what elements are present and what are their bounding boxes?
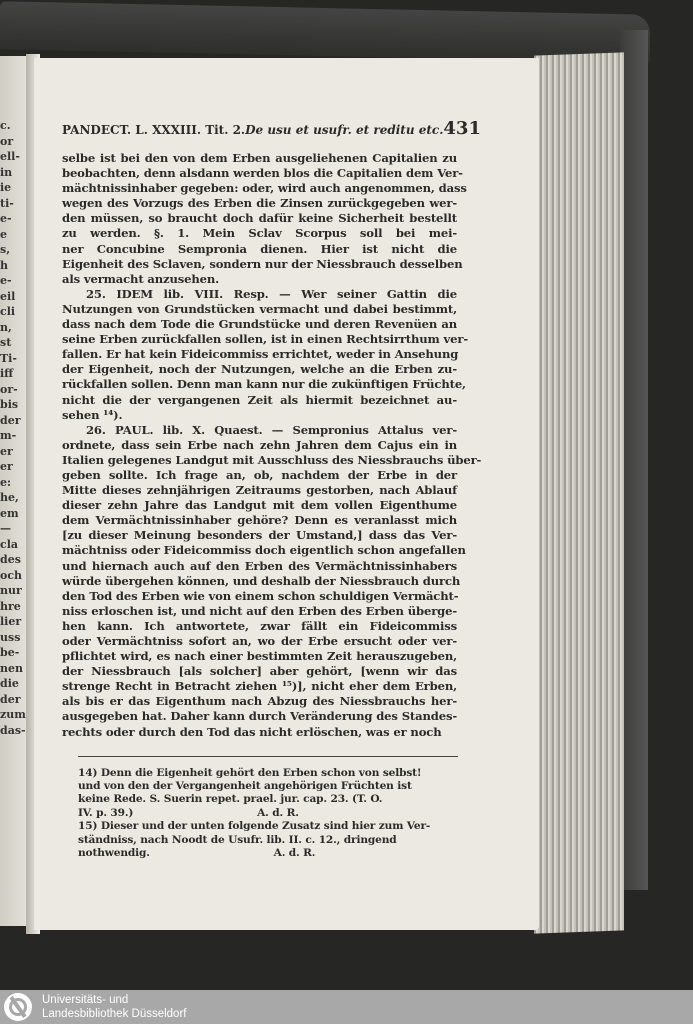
left-page-fragment: e (0, 227, 7, 241)
body-line: rückfallen sollen. Denn man kann nur die zukünftigen Früchte, (62, 377, 466, 392)
left-page-fragment: er (0, 444, 13, 458)
footnote-line: 15) Dieser und der unten folgende Zusatz sind hier zum Ver- (78, 820, 431, 833)
body-line: niss erloschen ist, und nicht auf den Erben des Erben überge- (62, 603, 457, 618)
left-page-fragment: nur (0, 584, 22, 597)
page-edges (534, 52, 624, 933)
left-page-fragment: cli (0, 305, 16, 318)
footnote-line: nothwendig. A. d. R. (78, 847, 316, 859)
left-page-fragment: m- (0, 429, 17, 442)
footnotes (62, 767, 457, 861)
left-page-fragment: s, (0, 243, 11, 256)
body-line: der Niessbrauch [als solcher] aber gehört, [wenn wir das (62, 664, 457, 679)
body-line: dass nach dem Tode die Grundstücke und deren Revenüen an (62, 317, 457, 332)
left-page-fragment: lier (0, 615, 22, 628)
footnote-rule (78, 756, 458, 757)
left-page-fragment: der (0, 413, 21, 427)
page-text (62, 118, 482, 860)
book-cover-top (0, 1, 650, 63)
body-line: nicht die der vergangenen Zeit als hiermit bezeichnet au- (62, 392, 457, 407)
book-back-cover (620, 30, 648, 890)
body-line: 26. PAUL. lib. X. Quaest. — Sempronius Attalus ver- (86, 422, 457, 437)
body-line: geben sollte. Ich frage an, ob, nachdem der Erbe in der (62, 467, 457, 482)
header-right: De usu et usufr. et reditu etc. (245, 123, 444, 137)
left-page-fragment: he, (0, 491, 19, 504)
body-line: hen kann. Ich antwortete, zwar fällt ein Fideicommiss (62, 618, 457, 633)
body-line: ordnete, dass sein Erbe nach zehn Jahren dem Cajus ein in (62, 437, 457, 452)
body-line: dieser zehn Jahre das Landgut mit dem vollen Eigenthume (62, 498, 457, 513)
body-line: als bis er das Eigenthum nach Abzug des Niessbrauchs her- (62, 694, 457, 709)
body-line: Italien gelegenes Landgut mit Ausschluss des Niessbrauchs über- (62, 452, 482, 467)
left-page-fragment: nen (0, 661, 23, 675)
footnote-line: ständniss, nach Noodt de Usufr. lib. II. c. 12., dringend (78, 833, 397, 846)
library-name-line2: Landesbibliothek Düsseldorf (42, 1008, 187, 1020)
left-page-fragment: in (0, 165, 13, 179)
body-line: und hiernach auch auf den Erben des Vermächtnissinhabers (62, 558, 457, 573)
library-name (42, 993, 186, 1021)
left-page-fragment: c. (0, 119, 11, 132)
body-line: würde übergehen können, und deshalb der Niessbrauch durch (62, 573, 461, 588)
running-header (62, 118, 481, 139)
body-line: selbe ist bei den von dem Erben ausgeliehenen Capitalien zu (62, 151, 457, 165)
left-page-fragment: cla (0, 537, 19, 551)
library-name-line1: Universitäts- und (42, 994, 129, 1006)
body-line: ausgegeben hat. Daher kann durch Veränderung des Standes- (62, 709, 457, 724)
left-page-fragment: be- (0, 646, 20, 659)
body-line: Eigenheit des Sclaven, sondern nur der Niessbrauch desselben (62, 256, 463, 271)
left-page-fragment: er (0, 460, 13, 473)
left-page-fragment: iff (0, 367, 14, 380)
left-page-fragment: das- (0, 723, 26, 737)
body-line: fallen. Er hat kein Fideicommiss errichtet, weder in Ansehung (62, 347, 459, 362)
body-line: sehen ¹⁴). (62, 407, 123, 422)
footnote-line: und von den der Vergangenheit angehörigen Früchten ist (78, 780, 412, 793)
left-page-fragment: or- (0, 382, 18, 396)
left-page-fragment: em (0, 506, 19, 520)
body-line: [zu dieser Meinung besonders der Umstand,] dass das Ver- (62, 528, 457, 543)
left-page-fragment: — (0, 522, 11, 535)
body-line: als vermacht anzusehen. (62, 271, 220, 286)
left-page-fragment: der (0, 692, 21, 706)
left-page-fragment: ie (0, 181, 12, 194)
left-page-fragment: uss (0, 630, 21, 644)
body-line: den Tod des Erben wie von einem schon schuldigen Vermächt- (62, 588, 459, 603)
body-line: den müssen, so braucht doch dafür keine Sicherheit bestellt (62, 211, 457, 226)
body-line: zu werden. §. 1. Mein Sclav Scorpus soll bei mei- (62, 226, 457, 241)
left-page-fragment: eil (0, 289, 16, 303)
footnote-line: IV. p. 39.) A. d. R. (78, 806, 299, 819)
left-page-fragment: des (0, 553, 21, 566)
body-line: Mitte dieses zehnjährigen Zeitraums gestorben, nach Ablauf (62, 483, 457, 498)
body-text (62, 151, 482, 740)
body-line: Nutzungen von Grundstücken vermacht und dabei bestimmt, (62, 301, 457, 316)
left-page-fragment: h (0, 258, 8, 272)
left-page-fragment: e- (0, 274, 12, 287)
footnote-line: 14) Denn die Eigenheit gehört den Erben schon von selbst! (78, 766, 422, 779)
body-line: ner Concubine Sempronia dienen. Hier ist nicht die (62, 241, 457, 256)
left-page-fragment: ti- (0, 196, 14, 210)
footnote-line: keine Rede. S. Suerin repet. prael. jur. cap. 23. (T. O. (78, 793, 383, 806)
left-page-fragment: die (0, 677, 19, 690)
left-page-fragment: zum (0, 708, 26, 721)
left-page-fragment: st (0, 336, 12, 349)
body-line: mächtnissinhaber gegeben: oder, wird auch angenommen, dass (62, 181, 467, 196)
header-left: PANDECT. L. XXXIII. Tit. 2. (62, 123, 246, 137)
page-number: 431 (443, 118, 481, 139)
left-page-fragment: ell- (0, 150, 20, 163)
body-line: seine Erben zurückfallen sollen, ist in einen Rechtsirrthum ver- (62, 332, 468, 347)
body-line: rechts oder durch den Tod das nicht erlöschen, was er noch (62, 724, 442, 739)
body-line: wegen des Vorzugs des Erben die Zinsen zurückgegeben wer- (62, 196, 457, 211)
left-page-fragment: bis (0, 398, 19, 411)
left-page-fragment: n, (0, 320, 12, 334)
body-line: strenge Recht in Betracht ziehen ¹⁵)], nicht eher dem Erben, (62, 679, 457, 694)
left-page-fragment: och (0, 568, 23, 582)
left-page-fragment: Ti- (0, 351, 17, 365)
library-logo-icon (4, 993, 32, 1021)
body-line: dem Vermächtnissinhaber gehöre? Denn es veranlasst mich (62, 513, 457, 528)
left-page-fragment: or (0, 134, 14, 148)
body-line: pflichtet wird, es nach einer bestimmten Zeit herauszugeben, (62, 649, 457, 664)
body-line: beobachten, denn alsdann werden blos die Capitalien dem Ver- (62, 166, 463, 181)
left-page-fragment: e- (0, 212, 12, 225)
left-page-fragment: hre (0, 599, 21, 613)
body-line: mächtniss oder Fideicommiss doch eigentlich schon angefallen (62, 543, 466, 558)
body-line: oder Vermächtniss sofort an, wo der Erbe ersucht oder ver- (62, 634, 457, 648)
body-line: 25. IDEM lib. VIII. Resp. — Wer seiner Gattin die (86, 286, 457, 301)
left-page-fragment: e: (0, 475, 12, 489)
body-line: der Eigenheit, noch der Nutzungen, welche an die Erben zu- (62, 362, 457, 377)
library-footer (0, 990, 693, 1024)
